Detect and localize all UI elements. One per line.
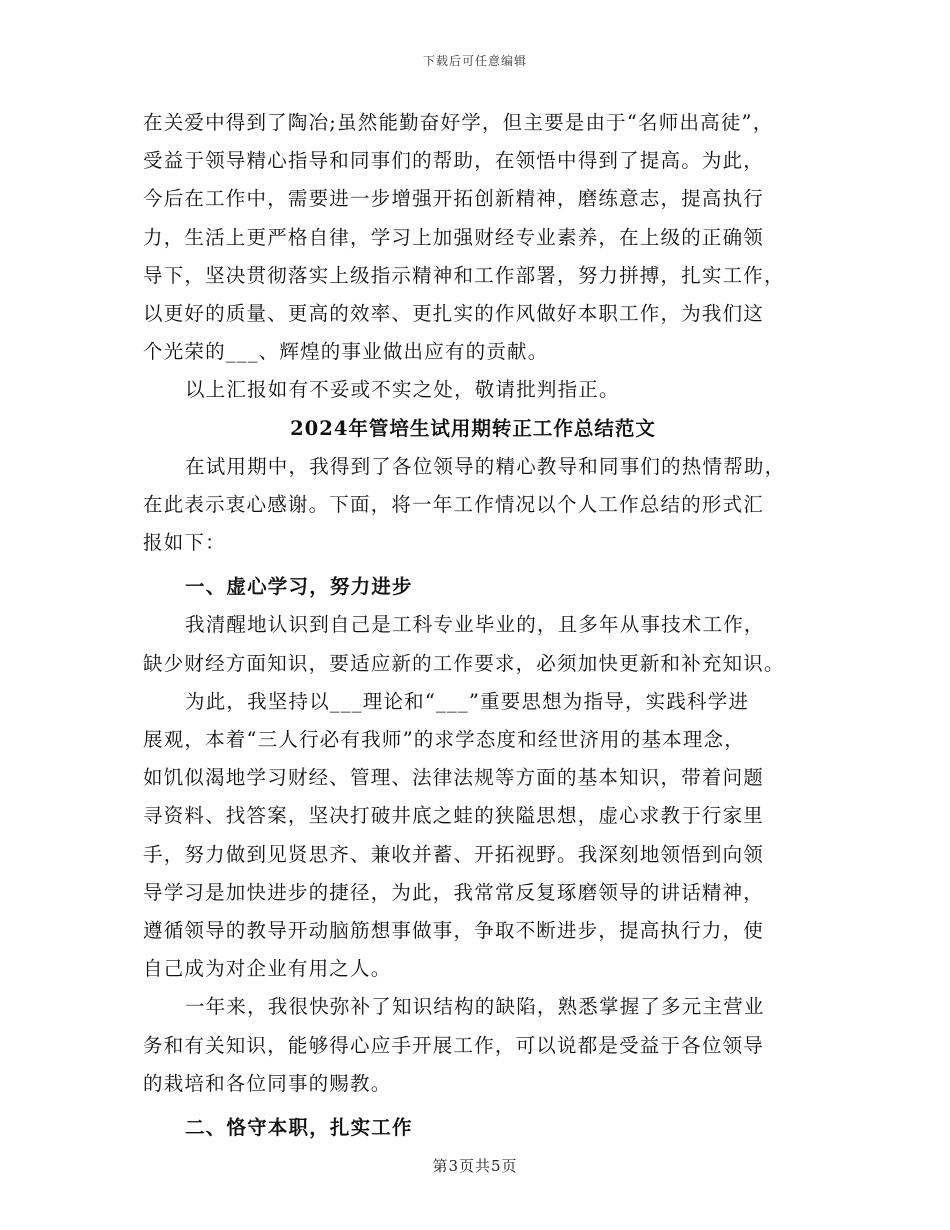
text-line: 展观，本着“三人行必有我师”的求学态度和经世济用的基本理念， <box>143 728 745 751</box>
text-line: 为此，我坚持以___理论和“___”重要思想为指导，实践科学进 <box>185 689 750 713</box>
text-line: 导学习是加快进步的捷径，为此，我常常反复琢磨领导的讲话精神， <box>143 880 765 904</box>
text-line: 在试用期中，我得到了各位领导的精心教导和同事们的热情帮助， <box>185 454 786 478</box>
text-line: 遵循领导的教导开动脑筋想事做事，争取不断进步，提高执行力，使 <box>143 918 765 942</box>
text-line: 一年来，我很快弥补了知识结构的缺陷，熟悉掌握了多元主营业 <box>185 995 765 1019</box>
document-title: 2024年管培生试用期转正工作总结范文 <box>290 416 656 440</box>
text-line: 受益于领导精心指导和同事们的帮助，在领悟中得到了提高。为此， <box>143 149 765 173</box>
section-heading-2: 二、恪守本职，扎实工作 <box>185 1115 413 1139</box>
section-heading-1: 一、虚心学习，努力进步 <box>185 575 413 599</box>
text-line: 如饥似渴地学习财经、管理、法律法规等方面的基本知识，带着问题 <box>143 766 765 790</box>
paragraph-self-awareness <box>143 606 803 682</box>
paragraph-progress <box>143 988 803 1103</box>
paragraph-closing-summary <box>143 104 803 371</box>
text-line: 以更好的质量、更高的效率、更扎实的作风做好本职工作，为我们这 <box>143 301 765 325</box>
text-line: 在关爱中得到了陶冶;虽然能勤奋好学，但主要是由于“名师出高徒”， <box>143 111 774 134</box>
paragraph-learning <box>143 683 803 989</box>
text-line: 个光荣的___、辉煌的事业做出应有的贡献。 <box>143 340 549 364</box>
text-line: 务和有关知识，能够得心应手开展工作，可以说都是受益于各位领导 <box>143 1033 765 1057</box>
text-line: 的栽培和各位同事的赐教。 <box>143 1071 392 1095</box>
text-line: 今后在工作中，需要进一步增强开拓创新精神，磨练意志，提高执行 <box>143 187 765 211</box>
text-line: 我清醒地认识到自己是工科专业毕业的，且多年从事技术工作， <box>185 613 765 637</box>
text-line: 自己成为对企业有用之人。 <box>143 957 392 981</box>
text-line: 力，生活上更严格自律，学习上加强财经专业素养，在上级的正确领 <box>143 225 765 249</box>
paragraph-report-closing: 以上汇报如有不妥或不实之处，敬请批判指正。 <box>185 378 620 402</box>
paragraph-introduction <box>143 448 803 563</box>
text-line: 导下，坚决贯彻落实上级指示精神和工作部署，努力拼搏，扎实工作， <box>143 263 785 287</box>
text-line: 缺少财经方面知识，要适应新的工作要求，必须加快更新和补充知识。 <box>143 651 785 675</box>
text-line: 寻资料、找答案，坚决打破井底之蛙的狭隘思想，虚心求教于行家里 <box>143 804 765 828</box>
page-number: 第3页共5页 <box>432 1157 518 1175</box>
text-line: 报如下： <box>143 531 226 555</box>
text-line: 手，努力做到见贤思齐、兼收并蓄、开拓视野。我深刻地领悟到向领 <box>143 842 765 866</box>
document-body <box>143 104 803 1147</box>
text-line: 在此表示衷心感谢。下面，将一年工作情况以个人工作总结的形式汇 <box>143 492 765 516</box>
page-header-note: 下载后可任意编辑 <box>422 54 527 68</box>
